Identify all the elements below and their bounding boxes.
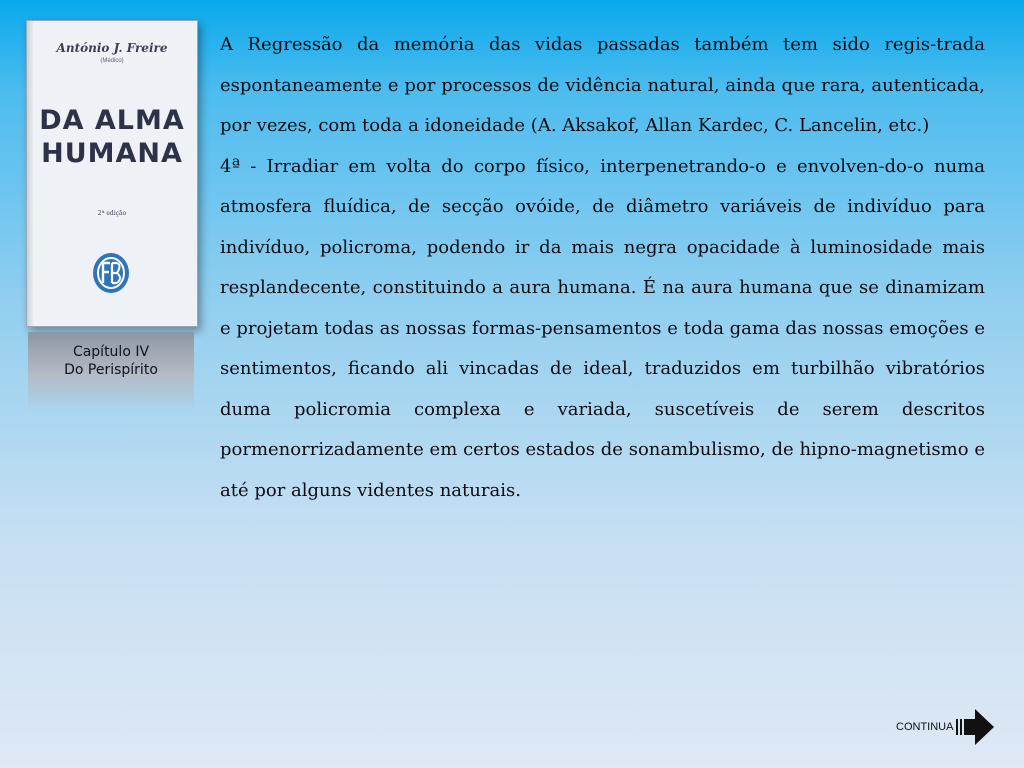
paragraph-1: A Regressão da memória das vidas passadas também tem sido regis-trada espontaneamente e por processos de vidência natural, ainda que rara, autenticada, por vezes, com toda a idoneidade (A. Aksakof, Allan Kardec, C. Lancelin, etc.) xyxy=(220,34,985,136)
paragraph-2: 4ª - Irradiar em volta do corpo físico, interpenetrando-o e envolven-do-o numa atmosfera fluídica, de secção ovóide, de diâmetro variáveis de indivíduo para indivíduo, policroma, podendo ir da mais negra opacidade à luminosidade mais resplandecente, constituindo a aura humana. É na aura humana que se dinamizam e projetam todas as nossas formas-pensamentos e toda gama das nossas emoções e sentimentos, ficando ali vincadas de ideal, traduzidos em turbilhão vibratórios duma policromia complexa e variada, suscetíveis de serem descritos pormenorrizadamente em certos estados de sonambulismo, de hipno-magnetismo e até por alguns videntes naturais. xyxy=(220,155,985,501)
chapter-label: Capítulo IV xyxy=(72,344,150,360)
book-edition: 2ª edição xyxy=(97,210,127,217)
book-title-line2: HUMANA xyxy=(41,138,183,169)
continue-button[interactable] xyxy=(896,708,995,746)
feb-logo-icon xyxy=(91,251,131,295)
arrow-right-icon xyxy=(955,708,995,746)
book-spine xyxy=(27,21,35,326)
book-author: António J. Freire xyxy=(56,41,168,55)
chapter-caption xyxy=(28,332,194,412)
book-cover xyxy=(26,20,198,327)
book-author-subtitle: (Médico) xyxy=(100,58,124,64)
book-title-line1: DA ALMA xyxy=(39,105,185,136)
continue-label: CONTINUA xyxy=(896,721,954,733)
section-label: Do Perispírito xyxy=(64,362,158,378)
main-text xyxy=(220,25,985,511)
